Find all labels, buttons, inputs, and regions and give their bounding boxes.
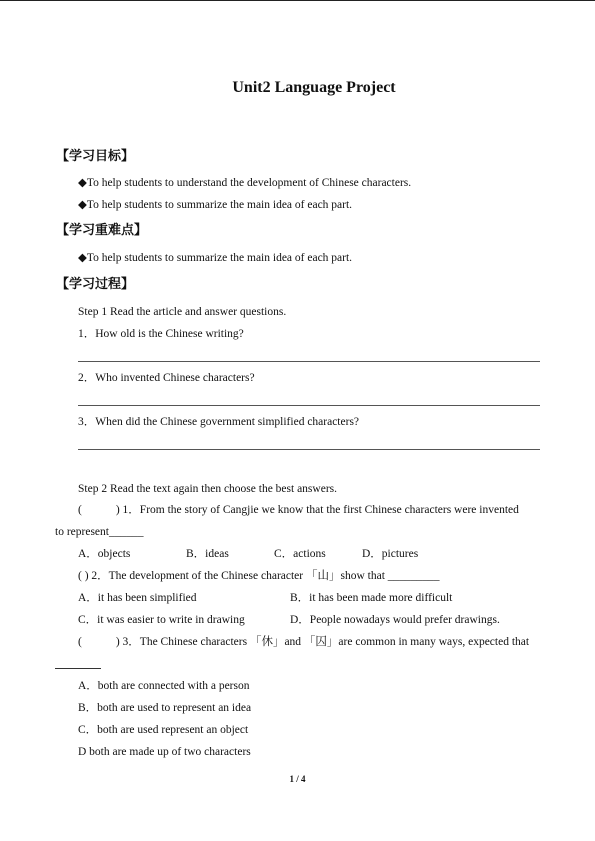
objective-item: ◆To help students to understand the development of Chinese characters. [78, 177, 412, 189]
answer-line-3[interactable] [78, 449, 540, 450]
top-border [0, 0, 595, 1]
q1-answer-bracket[interactable]: ( [78, 504, 82, 516]
process-heading: 【学习过程】 [56, 277, 135, 292]
q3-option-d[interactable]: D both are made up of two characters [78, 746, 251, 758]
q2-stem: ( ) 2．The development of the Chinese character 「山」show that _________ [78, 570, 440, 582]
q1-option-d[interactable]: D．pictures [362, 548, 419, 560]
answer-line-2[interactable] [78, 405, 540, 406]
objective-item: ◆To help students to summarize the main idea of each part. [78, 199, 353, 211]
q1-option-a[interactable]: A．objects [78, 548, 131, 560]
step1-question-1: 1．How old is the Chinese writing? [78, 328, 244, 340]
q2-option-a[interactable]: A．it has been simplified [78, 592, 197, 604]
q1-option-b[interactable]: B．ideas [186, 548, 229, 560]
q3-option-b[interactable]: B．both are used to represent an idea [78, 702, 252, 714]
step1-question-2: 2．Who invented Chinese characters? [78, 372, 255, 384]
q2-option-b[interactable]: B．it has been made more difficult [290, 592, 453, 604]
q3-text: ) 3．The Chinese characters 「休」and 「囚」are common in many ways, expected that [115, 636, 530, 648]
step1-instruction: Step 1 Read the article and answer questions. [78, 306, 287, 318]
step2-instruction: Step 2 Read the text again then choose the best answers. [78, 483, 337, 495]
q3-answer-bracket[interactable]: ( [78, 636, 82, 648]
q3-option-c[interactable]: C．both are used represent an object [78, 724, 249, 736]
key-points-heading: 【学习重难点】 [56, 223, 148, 238]
q1-stem [78, 503, 542, 517]
key-point-item: ◆To help students to summarize the main idea of each part. [78, 252, 353, 264]
q3-option-a[interactable]: A．both are connected with a person [78, 680, 250, 692]
q2-option-c[interactable]: C．it was easier to write in drawing [78, 614, 245, 626]
page-title: Unit2 Language Project [232, 79, 396, 96]
q1-option-c[interactable]: C．actions [274, 548, 326, 560]
q2-option-d[interactable]: D．People nowadays would prefer drawings. [290, 614, 500, 626]
objectives-heading: 【学习目标】 [56, 149, 135, 164]
q3-stem [78, 635, 542, 649]
answer-line-1[interactable] [78, 361, 540, 362]
q1-continuation: to represent______ [55, 526, 144, 538]
page-number: 1 / 4 [289, 774, 306, 784]
step1-question-3: 3．When did the Chinese government simplified characters? [78, 416, 360, 428]
q1-text: ) 1．From the story of Cangjie we know that the first Chinese characters were invented [115, 504, 519, 516]
q3-answer-blank[interactable] [55, 668, 101, 669]
